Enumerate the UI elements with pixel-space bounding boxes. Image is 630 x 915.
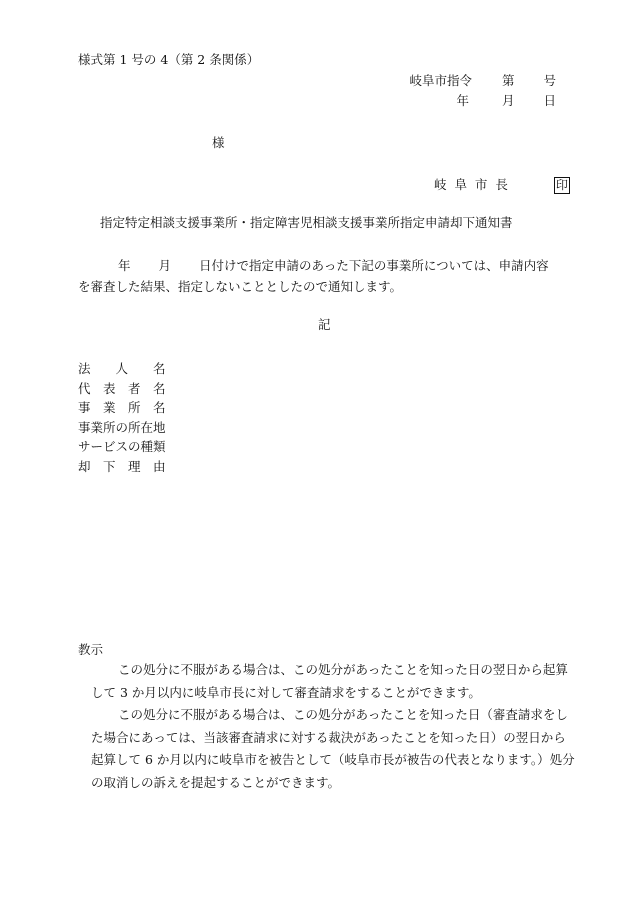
body-line2-text: を審査した結果、指定しないこととしたので通知します。	[78, 279, 403, 294]
form-number-label: 様式第 1 号の 4（第 2 条関係）	[78, 52, 260, 67]
body-month: 月	[158, 258, 172, 273]
date-month: 月	[501, 93, 515, 108]
item-list	[78, 359, 166, 476]
item-office-name: 事 業 所 名	[78, 400, 166, 415]
item-corporation-name: 法 人 名	[78, 361, 166, 376]
document-number-line	[0, 75, 556, 88]
item-rejection-reason: 却 下 理 由	[78, 458, 166, 474]
issue-date-line	[0, 95, 556, 108]
item-service-type: サービスの種類	[78, 439, 166, 454]
notice-paragraph-lawsuit: この処分に不服がある場合は、この処分があったことを知った日（審査請求をした場合にあっては、当該審査請求に対する裁決があったことを知った日）の翌日から起算して 6 か月以内に岐阜市を被告として（岐阜市長が被告の代表となります。）処分の取消しの訴えを提起することができます。	[91, 707, 575, 790]
document-number-go: 号	[543, 73, 556, 88]
date-day: 日	[543, 93, 556, 108]
body-year: 年	[118, 258, 131, 273]
ki-heading: 記	[318, 317, 331, 332]
issuer-line	[434, 177, 570, 194]
notice-body	[78, 659, 578, 794]
date-year: 年	[456, 93, 469, 108]
item-office-address: 事業所の所在地	[78, 419, 166, 435]
addressee-suffix: 様	[212, 135, 225, 150]
item-representative-name: 代 表 者 名	[78, 380, 166, 396]
notice-paragraph-review: この処分に不服がある場合は、この処分があったことを知った日の翌日から起算して 3 か月以内に岐阜市長に対して審査請求をすることができます。	[91, 662, 568, 700]
body-paragraph	[78, 255, 578, 297]
issuer-name: 岐 阜 市 長	[434, 177, 508, 192]
document-number-dai: 第	[501, 73, 515, 88]
document-title: 指定特定相談支援事業所・指定障害児相談支援事業所指定申請却下通知書	[100, 215, 513, 230]
document-number-prefix: 岐阜市指令	[409, 73, 472, 88]
seal-mark: 印	[554, 177, 570, 194]
body-line1-text: 日付けで指定申請のあった下記の事業所については、申請内容	[199, 258, 549, 273]
notice-heading: 教示	[78, 642, 104, 657]
